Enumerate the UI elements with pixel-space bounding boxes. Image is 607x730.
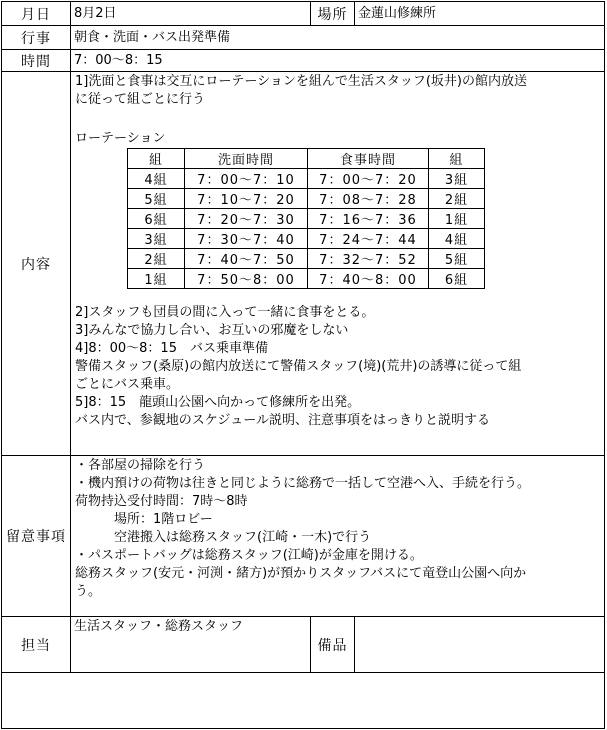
- cell-wash-time: 7：40～7：50: [185, 249, 308, 269]
- content-line: 4]8：00～8：15 バス乗車準備: [75, 341, 268, 356]
- content-label: 内容: [1, 71, 71, 456]
- cell-wash-group: 3組: [128, 229, 185, 249]
- cell-meal-group: 5組: [429, 249, 485, 269]
- content-line: 2]スタッフも団員の間に入って一緒に食事をとる。: [75, 305, 375, 320]
- cell-meal-time: 7：08～7：28: [308, 189, 429, 209]
- content-line: 3]みんなで協力し合い、お互いの邪魔をしない: [75, 323, 349, 338]
- cell-wash-time: 7：30～7：40: [185, 229, 308, 249]
- table-row: [128, 249, 485, 269]
- content-item1: [75, 73, 527, 109]
- table-row: [128, 189, 485, 209]
- cell-wash-time: 7：10～7：20: [185, 189, 308, 209]
- cell-meal-group: 3組: [429, 169, 485, 189]
- blank-row: [1, 672, 605, 729]
- notes-label: 留意事項: [1, 455, 71, 617]
- table-row: [128, 269, 485, 289]
- content-line: 5]8：15 龍頭山公園へ向かって修練所を出発。: [75, 395, 361, 410]
- content-line: に従って組ごとに行う: [75, 92, 206, 107]
- notes-line: ・各部屋の掃除を行う: [75, 458, 206, 473]
- date-value: 8月2日: [70, 1, 311, 26]
- cell-wash-group: 2組: [128, 249, 185, 269]
- cell-wash-group: 1組: [128, 269, 185, 289]
- header-meal-time: 食事時間: [308, 149, 429, 169]
- header-group-wash: 組: [128, 149, 185, 169]
- cell-wash-time: 7：20～7：30: [185, 209, 308, 229]
- staff-value: 生活スタッフ・総務スタッフ: [70, 616, 311, 673]
- content-line: バス内で、参観地のスケジュール説明、注意事項をはっきりと説明する: [75, 413, 490, 428]
- event-value: 朝食・洗面・バス出発準備: [70, 25, 605, 50]
- cell-wash-group: 5組: [128, 189, 185, 209]
- time-value: 7：00～8：15: [70, 49, 605, 72]
- time-label: 時間: [1, 49, 71, 72]
- cell-wash-group: 6組: [128, 209, 185, 229]
- cell-wash-time: 7：00～7：10: [185, 169, 308, 189]
- content-line: 警備スタッフ(桑原)の館内放送にて警備スタッフ(境)(荒井)の誘導に従って組: [75, 359, 522, 374]
- cell-meal-group: 1組: [429, 209, 485, 229]
- notes-line: 空港搬入は総務スタッフ(江崎・一木)で行う: [75, 530, 372, 545]
- notes-cell: [70, 455, 605, 617]
- table-row: [128, 209, 485, 229]
- staff-label: 担当: [1, 616, 71, 673]
- date-label: 月日: [1, 1, 71, 26]
- rotation-title-text: ローテーション: [75, 131, 166, 146]
- rotation-header-row: [128, 149, 485, 169]
- notes-line: 場所：1階ロビー: [75, 512, 213, 527]
- content-line: ごとにバス乗車。: [75, 377, 180, 392]
- cell-meal-time: 7：40～8：00: [308, 269, 429, 289]
- event-label: 行事: [1, 25, 71, 50]
- content-line: 1]洗面と食事は交互にローテーションを組んで生活スタッフ(坂井)の館内放送: [75, 74, 527, 89]
- cell-wash-group: 4組: [128, 169, 185, 189]
- schedule-sheet: [1, 1, 605, 728]
- table-row: [128, 169, 485, 189]
- notes-line: ・機内預けの荷物は往きと同じように総務で一括して空港へ入、手続を行う。: [75, 476, 531, 491]
- table-row: [128, 229, 485, 249]
- notes-line: う。: [75, 584, 102, 599]
- header-group-meal: 組: [429, 149, 485, 169]
- cell-meal-time: 7：00～7：20: [308, 169, 429, 189]
- rotation-table: [127, 148, 485, 289]
- cell-wash-time: 7：50～8：00: [185, 269, 308, 289]
- equipment-value: [354, 616, 605, 673]
- cell-meal-group: 2組: [429, 189, 485, 209]
- place-value: 金蓮山修練所: [354, 1, 605, 26]
- equipment-label: 備品: [310, 616, 355, 673]
- content-rest: [75, 304, 521, 430]
- notes-line: 荷物持込受付時間：7時～8時: [75, 494, 248, 509]
- notes-line: 総務スタッフ(安元・河渕・緒方)が預かりスタッフバスにて竜登山公園へ向か: [75, 566, 527, 581]
- header-wash-time: 洗面時間: [185, 149, 308, 169]
- cell-meal-time: 7：16～7：36: [308, 209, 429, 229]
- cell-meal-group: 4組: [429, 229, 485, 249]
- cell-meal-group: 6組: [429, 269, 485, 289]
- notes-line: ・パスポートバッグは総務スタッフ(江崎)が金庫を開ける。: [75, 548, 423, 563]
- cell-meal-time: 7：24～7：44: [308, 229, 429, 249]
- rotation-title: [75, 130, 165, 148]
- place-label: 場所: [310, 1, 355, 26]
- notes-lines: [75, 457, 530, 601]
- cell-meal-time: 7：32～7：52: [308, 249, 429, 269]
